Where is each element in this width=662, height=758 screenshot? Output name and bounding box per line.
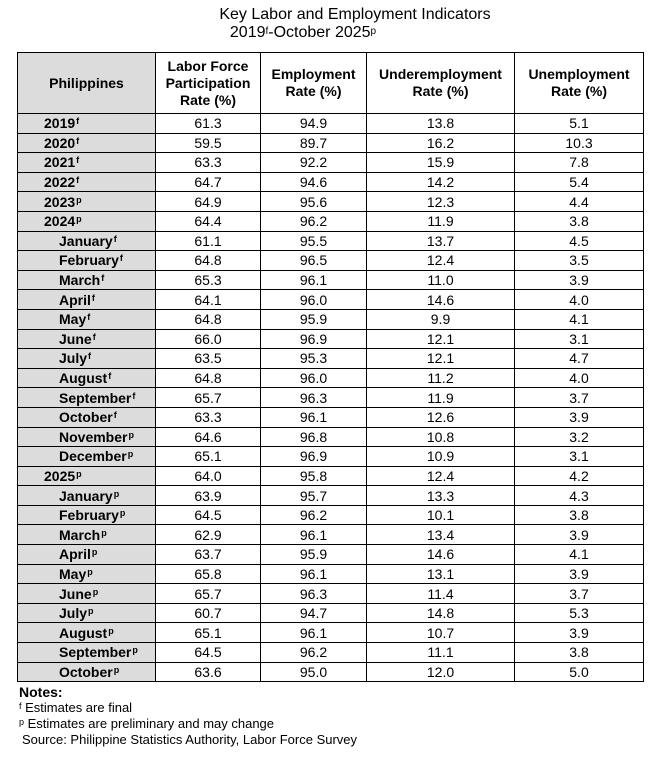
- table-row: [18, 623, 644, 643]
- cell-underemployment: 14.8: [367, 603, 515, 623]
- row-label: [18, 114, 156, 134]
- row-label-text: 2023: [44, 193, 76, 210]
- cell-employment: 92.2: [261, 153, 367, 173]
- cell-lfpr: 64.8: [156, 251, 261, 271]
- row-label-sup: p: [113, 488, 120, 499]
- table-row: [18, 525, 644, 545]
- cell-lfpr: 66.0: [156, 329, 261, 349]
- cell-unemployment: 3.7: [515, 584, 644, 604]
- cell-employment: 95.9: [261, 309, 367, 329]
- cell-unemployment: 3.7: [515, 388, 644, 408]
- row-label: [18, 466, 156, 486]
- row-label-text: December: [59, 448, 127, 465]
- row-label: [18, 231, 156, 251]
- cell-underemployment: 12.6: [367, 407, 515, 427]
- table-row: [18, 192, 644, 212]
- table-row: [18, 427, 644, 447]
- row-label-text: September: [59, 644, 132, 661]
- cell-lfpr: 65.7: [156, 388, 261, 408]
- row-label-sup: f: [119, 253, 123, 264]
- row-label: [18, 192, 156, 212]
- table-row: [18, 368, 644, 388]
- cell-unemployment: 3.8: [515, 505, 644, 525]
- row-label-text: 2024: [44, 213, 76, 230]
- cell-unemployment: 4.1: [515, 545, 644, 565]
- row-label: [18, 407, 156, 427]
- row-label-text: March: [59, 526, 101, 543]
- row-label-text: February: [59, 252, 119, 269]
- cell-employment: 96.9: [261, 329, 367, 349]
- row-label-text: 2021: [44, 154, 76, 171]
- row-label-sup: p: [87, 566, 93, 577]
- cell-lfpr: 63.3: [156, 407, 261, 427]
- row-label: [18, 368, 156, 388]
- subtitle-middle: -October 2025: [268, 24, 371, 41]
- row-label: [18, 505, 156, 525]
- row-label-sup: f: [76, 116, 80, 127]
- row-label-sup: p: [76, 214, 82, 225]
- column-header-underemployment: Underemployment Rate (%): [367, 53, 515, 114]
- row-label-sup: p: [113, 664, 120, 675]
- row-label-text: May: [59, 565, 87, 582]
- cell-employment: 96.1: [261, 270, 367, 290]
- cell-unemployment: 5.1: [515, 114, 644, 134]
- row-label-sup: p: [119, 508, 126, 519]
- row-label-text: 2022: [44, 174, 76, 191]
- cell-employment: 94.6: [261, 172, 367, 192]
- row-label-sup: f: [108, 371, 112, 382]
- cell-underemployment: 9.9: [367, 309, 515, 329]
- row-label: [18, 623, 156, 643]
- row-label: [18, 270, 156, 290]
- cell-lfpr: 63.7: [156, 545, 261, 565]
- row-label-text: 2025: [44, 467, 76, 484]
- table-row: [18, 584, 644, 604]
- cell-employment: 95.5: [261, 231, 367, 251]
- cell-lfpr: 64.7: [156, 172, 261, 192]
- cell-employment: 96.0: [261, 368, 367, 388]
- row-label-text: October: [59, 409, 113, 426]
- row-label: [18, 329, 156, 349]
- table-row: [18, 603, 644, 623]
- row-label-text: February: [59, 507, 119, 524]
- row-label-text: January: [59, 487, 113, 504]
- cell-employment: 95.0: [261, 662, 367, 682]
- row-label: [18, 172, 156, 192]
- cell-unemployment: 4.5: [515, 231, 644, 251]
- row-label-text: September: [59, 389, 132, 406]
- cell-unemployment: 3.8: [515, 643, 644, 663]
- cell-employment: 96.1: [261, 525, 367, 545]
- row-label-sup: p: [108, 625, 114, 636]
- cell-unemployment: 3.1: [515, 329, 644, 349]
- cell-unemployment: 5.3: [515, 603, 644, 623]
- cell-employment: 96.8: [261, 427, 367, 447]
- cell-underemployment: 13.3: [367, 486, 515, 506]
- row-label-sup: f: [91, 292, 95, 303]
- row-label: [18, 643, 156, 663]
- cell-lfpr: 64.5: [156, 643, 261, 663]
- row-label: [18, 584, 156, 604]
- cell-employment: 94.9: [261, 114, 367, 134]
- table-row: [18, 407, 644, 427]
- row-label-text: August: [59, 624, 108, 641]
- row-label-text: July: [59, 350, 88, 367]
- cell-underemployment: 10.9: [367, 447, 515, 467]
- row-label-sup: f: [113, 410, 117, 421]
- table-row: [18, 309, 644, 329]
- cell-unemployment: 4.7: [515, 349, 644, 369]
- row-label-sup: p: [91, 547, 98, 558]
- table-row: [18, 133, 644, 153]
- row-label-text: June: [59, 330, 92, 347]
- table-row: [18, 153, 644, 173]
- row-label: [18, 545, 156, 565]
- table-body: [18, 114, 644, 682]
- row-label-sup: p: [76, 194, 82, 205]
- table-row: [18, 564, 644, 584]
- column-header-philippines: Philippines: [18, 53, 156, 114]
- cell-underemployment: 12.1: [367, 329, 515, 349]
- cell-employment: 95.7: [261, 486, 367, 506]
- row-label-sup: p: [127, 449, 134, 460]
- column-header-employment: Employment Rate (%): [261, 53, 367, 114]
- row-label: [18, 309, 156, 329]
- row-label-sup: f: [76, 175, 80, 186]
- row-label-sup: p: [132, 645, 138, 656]
- row-label: [18, 564, 156, 584]
- row-label-sup: p: [101, 527, 107, 538]
- note-preliminary-sup: p: [19, 717, 25, 727]
- row-label-text: 2020: [44, 134, 76, 151]
- table-header-row: [18, 53, 644, 114]
- cell-unemployment: 4.0: [515, 368, 644, 388]
- table-row: [18, 662, 644, 682]
- table-row: [18, 211, 644, 231]
- cell-unemployment: 3.9: [515, 564, 644, 584]
- cell-lfpr: 64.8: [156, 309, 261, 329]
- cell-unemployment: 5.4: [515, 172, 644, 192]
- row-label-text: July: [59, 605, 88, 622]
- row-label-sup: p: [92, 586, 99, 597]
- subtitle-start-sup: f: [265, 26, 269, 37]
- document-subtitle: [0, 24, 606, 42]
- table-row: [18, 447, 644, 467]
- row-label-text: May: [59, 311, 87, 328]
- cell-lfpr: 65.1: [156, 623, 261, 643]
- note-final-text: Estimates are final: [21, 700, 133, 715]
- cell-lfpr: 64.5: [156, 505, 261, 525]
- cell-unemployment: 3.9: [515, 525, 644, 545]
- note-preliminary: [19, 716, 357, 732]
- table-row: [18, 388, 644, 408]
- cell-lfpr: 63.3: [156, 153, 261, 173]
- row-label-text: April: [59, 546, 91, 563]
- cell-underemployment: 10.8: [367, 427, 515, 447]
- cell-unemployment: 3.9: [515, 270, 644, 290]
- row-label: [18, 153, 156, 173]
- cell-unemployment: 4.2: [515, 466, 644, 486]
- cell-employment: 95.3: [261, 349, 367, 369]
- row-label: [18, 486, 156, 506]
- cell-unemployment: 4.1: [515, 309, 644, 329]
- cell-underemployment: 14.6: [367, 290, 515, 310]
- indicators-table: [17, 52, 644, 682]
- cell-underemployment: 13.4: [367, 525, 515, 545]
- row-label-sup: p: [128, 429, 134, 440]
- cell-underemployment: 11.0: [367, 270, 515, 290]
- cell-lfpr: 62.9: [156, 525, 261, 545]
- row-label-text: November: [59, 428, 128, 445]
- cell-underemployment: 14.6: [367, 545, 515, 565]
- table-row: [18, 643, 644, 663]
- table-row: [18, 349, 644, 369]
- cell-lfpr: 64.6: [156, 427, 261, 447]
- cell-unemployment: 4.0: [515, 290, 644, 310]
- row-label-sup: f: [101, 273, 105, 284]
- row-label-sup: f: [132, 390, 136, 401]
- cell-employment: 96.5: [261, 251, 367, 271]
- cell-unemployment: 3.1: [515, 447, 644, 467]
- row-label-text: January: [59, 232, 113, 249]
- table-row: [18, 251, 644, 271]
- row-label: [18, 525, 156, 545]
- cell-underemployment: 13.1: [367, 564, 515, 584]
- notes-heading: Notes:: [19, 684, 63, 700]
- table-row: [18, 486, 644, 506]
- cell-employment: 96.2: [261, 211, 367, 231]
- cell-employment: 89.7: [261, 133, 367, 153]
- cell-employment: 96.3: [261, 584, 367, 604]
- row-label: [18, 447, 156, 467]
- cell-employment: 96.2: [261, 643, 367, 663]
- row-label-text: October: [59, 663, 113, 680]
- cell-underemployment: 12.4: [367, 466, 515, 486]
- row-label-sup: f: [92, 331, 96, 342]
- cell-lfpr: 64.9: [156, 192, 261, 212]
- cell-unemployment: 3.5: [515, 251, 644, 271]
- cell-employment: 95.6: [261, 192, 367, 212]
- cell-unemployment: 4.4: [515, 192, 644, 212]
- row-label-text: March: [59, 272, 101, 289]
- cell-underemployment: 11.9: [367, 388, 515, 408]
- row-label: [18, 427, 156, 447]
- cell-employment: 95.8: [261, 466, 367, 486]
- cell-unemployment: 3.8: [515, 211, 644, 231]
- cell-lfpr: 65.8: [156, 564, 261, 584]
- row-label-sup: f: [88, 351, 92, 362]
- cell-lfpr: 65.3: [156, 270, 261, 290]
- cell-lfpr: 63.6: [156, 662, 261, 682]
- cell-employment: 96.1: [261, 623, 367, 643]
- document-title: Key Labor and Employment Indicators: [219, 6, 491, 23]
- cell-underemployment: 11.1: [367, 643, 515, 663]
- cell-underemployment: 11.9: [367, 211, 515, 231]
- cell-employment: 96.0: [261, 290, 367, 310]
- cell-lfpr: 64.0: [156, 466, 261, 486]
- row-label: [18, 211, 156, 231]
- row-label: [18, 133, 156, 153]
- cell-lfpr: 64.1: [156, 290, 261, 310]
- table-row: [18, 114, 644, 134]
- cell-underemployment: 14.2: [367, 172, 515, 192]
- cell-underemployment: 13.8: [367, 114, 515, 134]
- cell-employment: 94.7: [261, 603, 367, 623]
- cell-unemployment: 3.2: [515, 427, 644, 447]
- cell-lfpr: 61.3: [156, 114, 261, 134]
- cell-underemployment: 10.7: [367, 623, 515, 643]
- cell-underemployment: 16.2: [367, 133, 515, 153]
- cell-underemployment: 12.3: [367, 192, 515, 212]
- cell-employment: 95.9: [261, 545, 367, 565]
- table-row: [18, 172, 644, 192]
- cell-lfpr: 63.5: [156, 349, 261, 369]
- cell-unemployment: 5.0: [515, 662, 644, 682]
- column-header-unemployment: Unemployment Rate (%): [515, 53, 644, 114]
- row-label-sup: f: [76, 135, 80, 146]
- cell-employment: 96.1: [261, 407, 367, 427]
- table-row: [18, 545, 644, 565]
- row-label: [18, 349, 156, 369]
- row-label: [18, 662, 156, 682]
- cell-lfpr: 59.5: [156, 133, 261, 153]
- table-row: [18, 231, 644, 251]
- cell-underemployment: 15.9: [367, 153, 515, 173]
- cell-underemployment: 12.0: [367, 662, 515, 682]
- cell-lfpr: 65.7: [156, 584, 261, 604]
- row-label: [18, 603, 156, 623]
- row-label-text: June: [59, 585, 92, 602]
- cell-underemployment: 10.1: [367, 505, 515, 525]
- note-final: [19, 700, 357, 716]
- row-label: [18, 251, 156, 271]
- cell-lfpr: 61.1: [156, 231, 261, 251]
- cell-lfpr: 63.9: [156, 486, 261, 506]
- cell-lfpr: 64.4: [156, 211, 261, 231]
- cell-employment: 96.3: [261, 388, 367, 408]
- cell-employment: 96.9: [261, 447, 367, 467]
- cell-unemployment: 3.9: [515, 407, 644, 427]
- cell-unemployment: 10.3: [515, 133, 644, 153]
- table-row: [18, 329, 644, 349]
- table-row: [18, 466, 644, 486]
- column-header-lfpr: Labor Force Participation Rate (%): [156, 53, 261, 114]
- cell-lfpr: 64.8: [156, 368, 261, 388]
- subtitle-start: 2019: [229, 24, 266, 41]
- cell-employment: 96.2: [261, 505, 367, 525]
- cell-underemployment: 13.7: [367, 231, 515, 251]
- row-label-sup: p: [76, 468, 82, 479]
- note-final-sup: f: [19, 701, 22, 711]
- row-label-text: 2019: [44, 115, 76, 132]
- cell-underemployment: 12.1: [367, 349, 515, 369]
- row-label: [18, 388, 156, 408]
- cell-lfpr: 60.7: [156, 603, 261, 623]
- row-label-sup: f: [76, 155, 80, 166]
- cell-underemployment: 12.4: [367, 251, 515, 271]
- note-source: Source: Philippine Statistics Authority, Labor Force Survey: [22, 732, 358, 747]
- cell-unemployment: 7.8: [515, 153, 644, 173]
- cell-underemployment: 11.4: [367, 584, 515, 604]
- cell-employment: 96.1: [261, 564, 367, 584]
- row-label-sup: p: [88, 606, 94, 617]
- row-label-sup: f: [113, 233, 117, 244]
- note-preliminary-text: Estimates are preliminary and may change: [24, 716, 275, 731]
- cell-lfpr: 65.1: [156, 447, 261, 467]
- row-label-text: August: [59, 370, 108, 387]
- table-row: [18, 290, 644, 310]
- table-row: [18, 505, 644, 525]
- notes-section: [19, 684, 357, 748]
- row-label: [18, 290, 156, 310]
- cell-underemployment: 11.2: [367, 368, 515, 388]
- row-label-sup: f: [87, 312, 91, 323]
- cell-unemployment: 3.9: [515, 623, 644, 643]
- subtitle-end-sup: p: [370, 26, 377, 37]
- cell-unemployment: 4.3: [515, 486, 644, 506]
- table-row: [18, 270, 644, 290]
- row-label-text: April: [59, 291, 91, 308]
